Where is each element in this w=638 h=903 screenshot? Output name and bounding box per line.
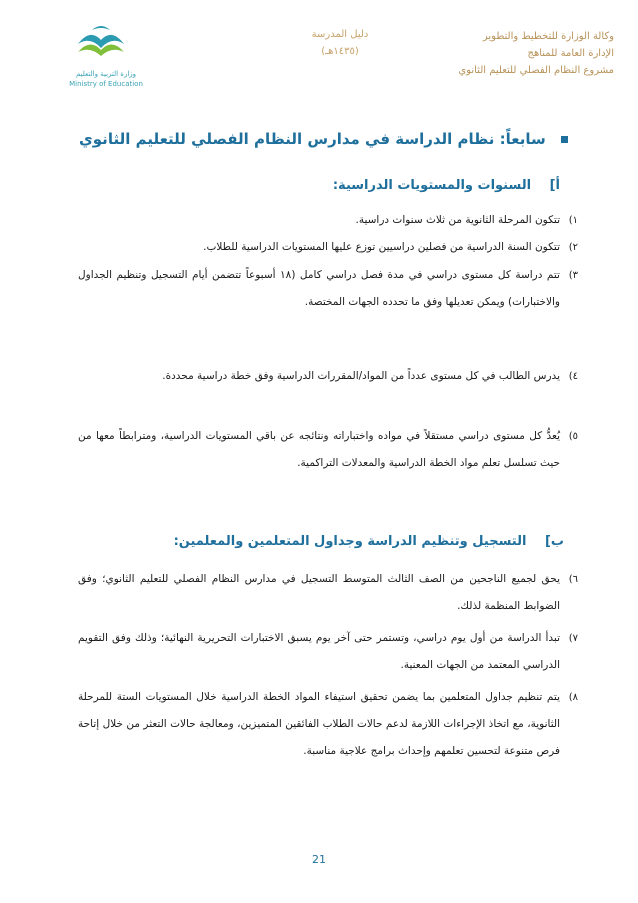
section-title <box>79 130 568 148</box>
subsection-title: السنوات والمستويات الدراسية: <box>332 178 532 193</box>
item-number: ٤) <box>568 371 578 382</box>
item-number: ١) <box>568 215 578 226</box>
header-right-line: وكالة الوزارة للتخطيط والتطوير <box>482 31 614 42</box>
list-item <box>78 234 578 261</box>
header-right <box>434 28 614 79</box>
list-item <box>78 625 578 679</box>
list-item <box>78 262 578 316</box>
item-text: تتكون السنة الدراسية من فصلين دراسيين توزع عليها المستويات الدراسية للطلاب. <box>203 241 560 253</box>
section-bullet-icon <box>561 136 568 143</box>
header-center-year: (١٤٣٥هـ) <box>321 46 359 57</box>
item-text: تبدأ الدراسة من أول يوم دراسي، وتستمر حتى آخر يوم يسبق الاختبارات التحريرية النهائية؛ وذلك وفق التقويم الدراسي المعتمد من الجهات المعنية. <box>78 632 560 671</box>
section-lead: سابعاً: <box>499 130 546 148</box>
item-text: تتم دراسة كل مستوى دراسي في مدة فصل دراسي كامل (١٨ أسبوعاً تتضمن أيام التسجيل وتنظيم الجداول والاختبارات) ويمكن تعديلها وفق ما تحدده الجهات المختصة. <box>78 269 560 308</box>
item-number: ٣) <box>568 270 578 281</box>
header-right-line: مشروع النظام الفصلي للتعليم الثانوي <box>458 65 614 76</box>
item-number: ٢) <box>568 242 578 253</box>
subsection-heading <box>174 534 564 549</box>
header-right-line: الإدارة العامة للمناهج <box>527 48 614 59</box>
ministry-book-logo-icon <box>74 22 128 68</box>
ministry-logo <box>46 22 166 92</box>
list-item <box>78 207 578 234</box>
item-number: ٧) <box>568 633 578 644</box>
subsection-title: التسجيل وتنظيم الدراسة وجداول المتعلمين والمعلمين: <box>173 534 527 549</box>
header-center <box>280 26 400 60</box>
subsection-letter: أ] <box>549 178 560 193</box>
item-number: ٥) <box>568 431 578 442</box>
subsection-heading <box>333 178 560 193</box>
page-number: 21 <box>312 853 326 866</box>
item-text: يدرس الطالب في كل مستوى عدداً من المواد/المقررات الدراسية وفق خطة دراسية محددة. <box>162 370 560 382</box>
section-title-text: نظام الدراسة في مدارس النظام الفصلي للتعليم الثانوي <box>79 130 495 148</box>
item-text: تتكون المرحلة الثانوية من ثلاث سنوات دراسية. <box>355 214 560 226</box>
header-center-title: دليل المدرسة <box>311 29 369 40</box>
item-text: يُعدُّ كل مستوى دراسي مستقلاً في مواده واختباراته ونتائجه عن باقي المستويات الدراسية، ومترابطاً معها من حيث تسلسل تعلم مواد الخطة الدراسية والمعدلات التراكمية. <box>78 430 560 469</box>
logo-name-ar: وزارة التربية والتعليم <box>75 70 137 78</box>
list-item <box>78 423 578 477</box>
item-number: ٦) <box>568 574 578 585</box>
item-text: يتم تنظيم جداول المتعلمين بما يضمن تحقيق استيفاء المواد الخطة الدراسية خلال المستويات الستة للمرحلة الثانوية، مع اتخاذ الإجراءات اللازمة لدعم حالات الطلاب الفائقين المتميزين، ومعالجة حالات التعثر من خلال إتاحة فرص متنوعة لتحسين تعلمهم وإحداث برامج علاجية مناسبة. <box>78 691 560 757</box>
list-item <box>78 363 578 390</box>
list-item <box>78 566 578 620</box>
item-number: ٨) <box>568 692 578 703</box>
item-text: يحق لجميع الناجحين من الصف الثالث المتوسط التسجيل في مدارس النظام الفصلي للتعليم الثانوي؛ وفق الضوابط المنظمة لذلك. <box>78 573 560 612</box>
subsection-letter: ب] <box>544 534 564 549</box>
logo-name-en: Ministry of Education <box>69 80 143 88</box>
list-item <box>78 684 578 765</box>
